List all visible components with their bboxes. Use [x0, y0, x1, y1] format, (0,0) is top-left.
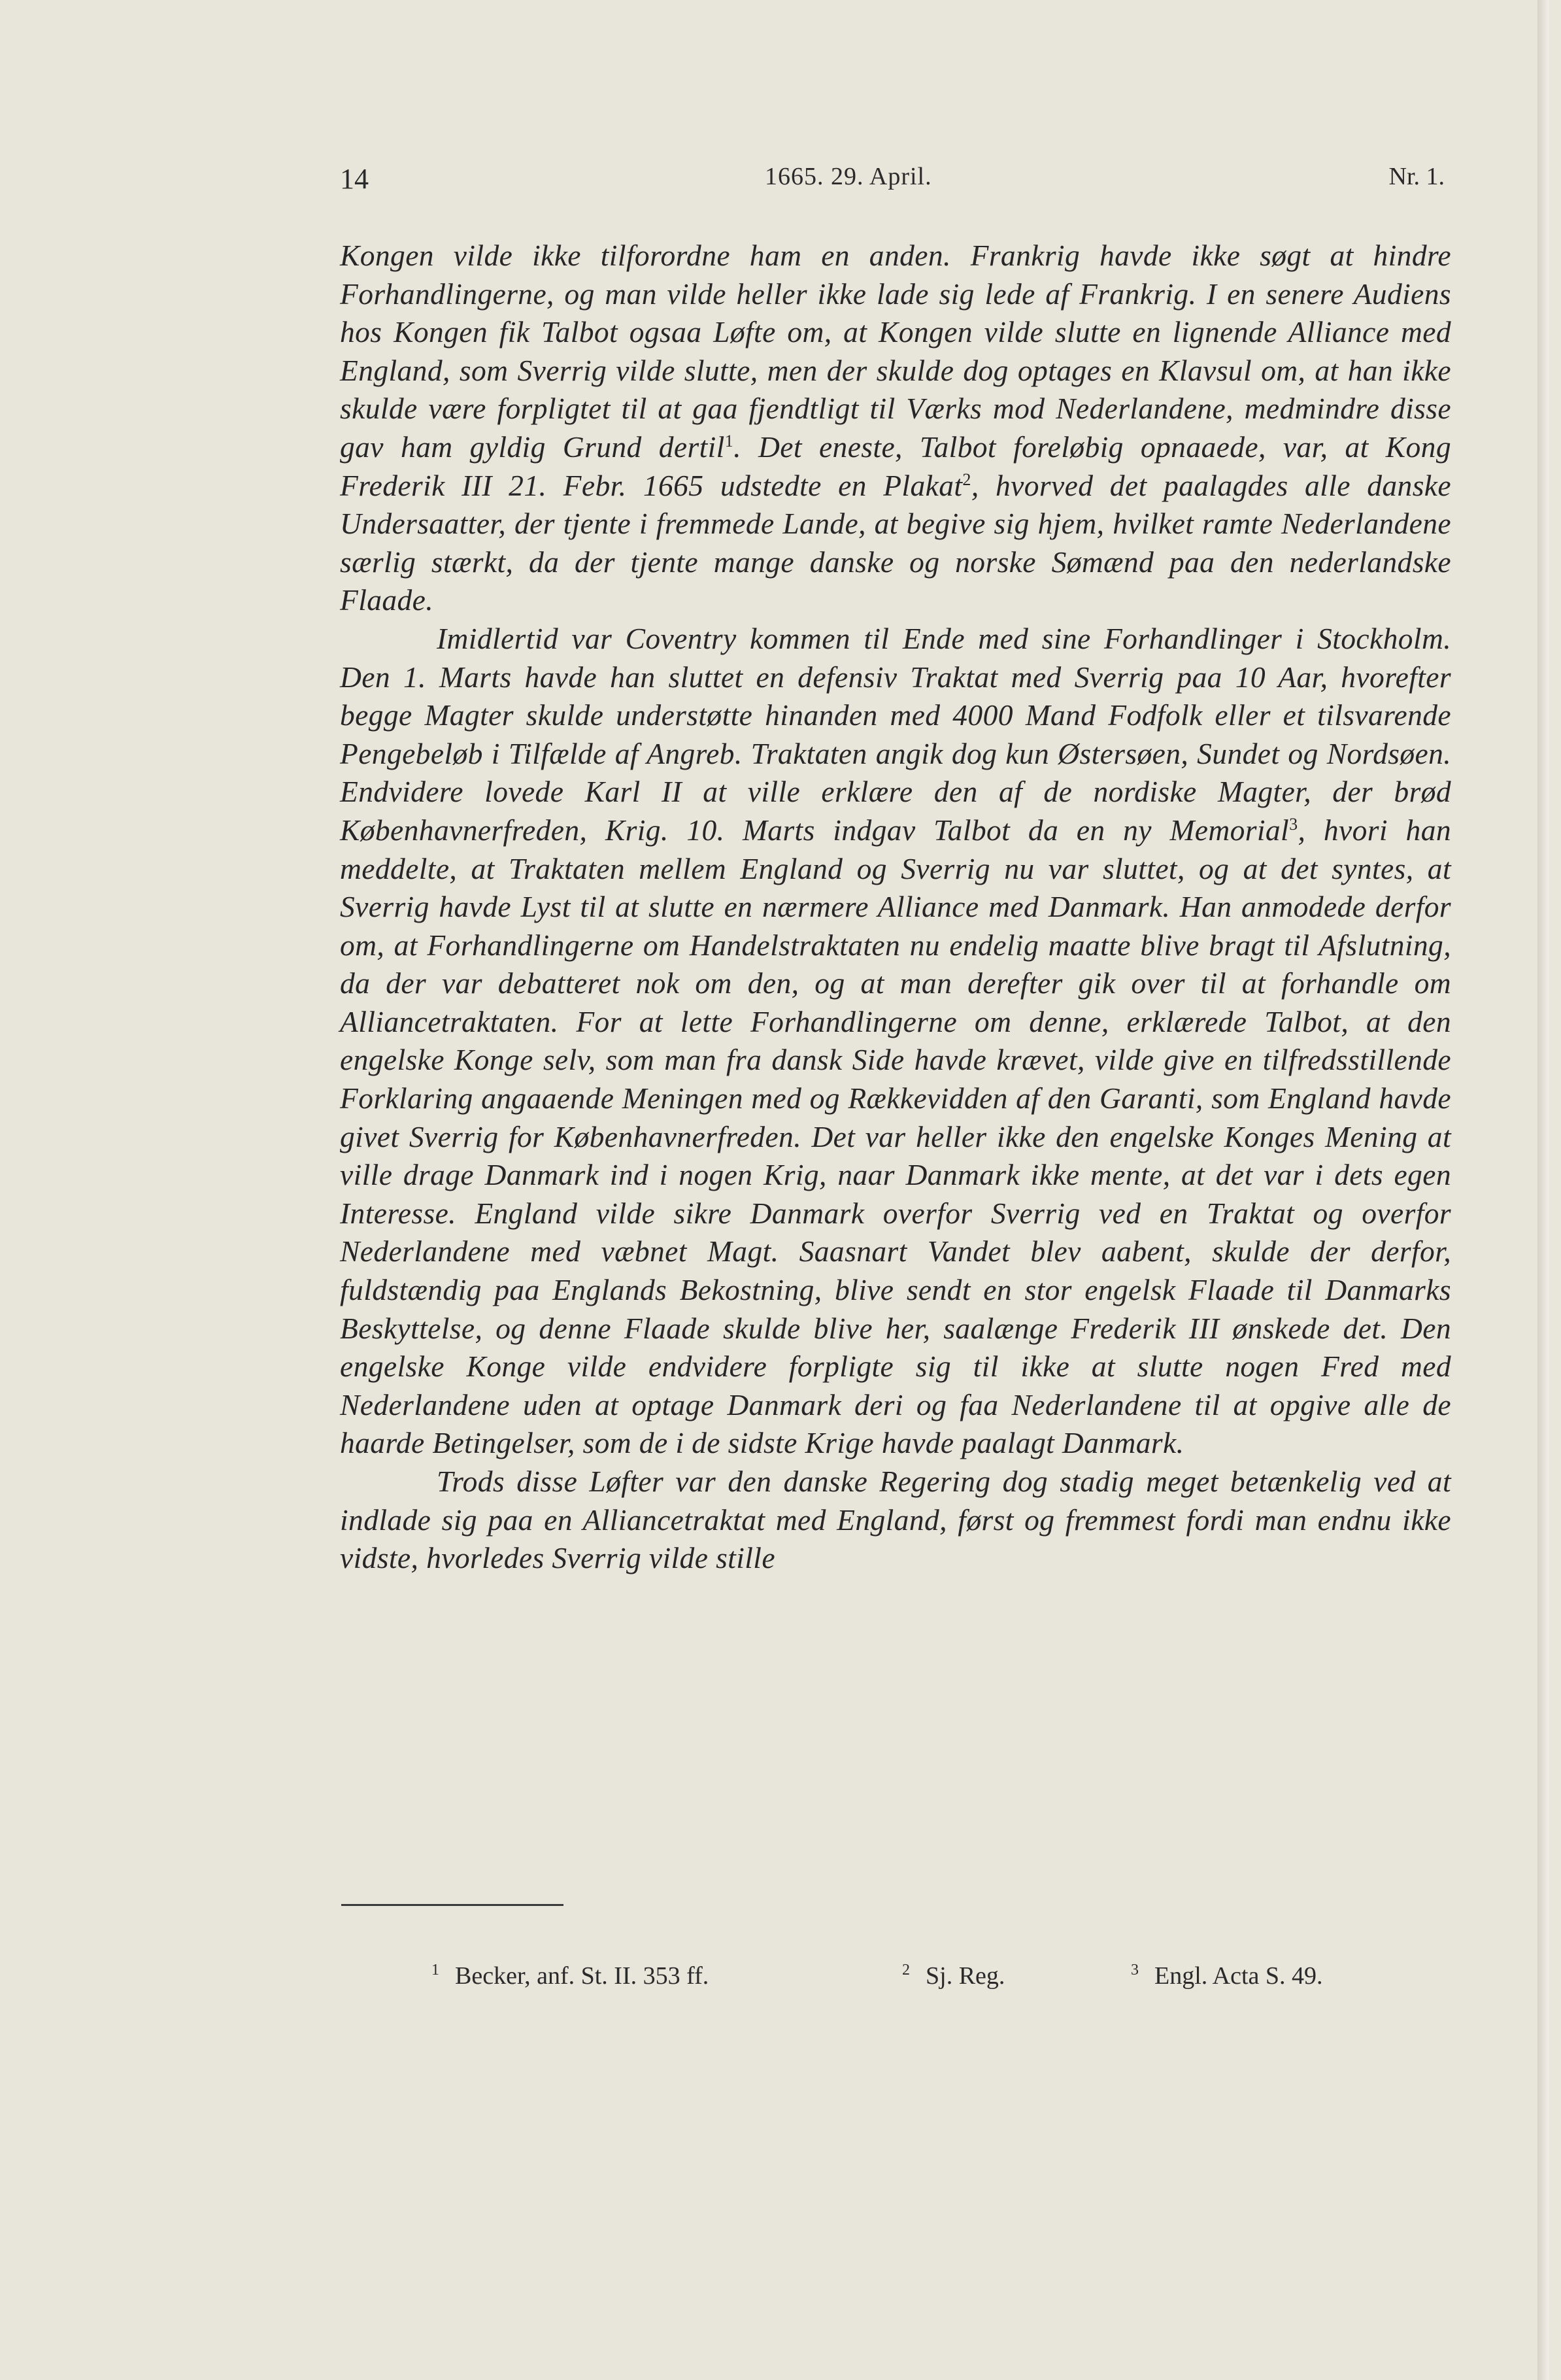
footnote: $^3$ Engl. Acta S. 49.	[1131, 1962, 1323, 1990]
footnote: $^2$ Sj. Reg.	[902, 1962, 1005, 1990]
footnotes	[431, 1962, 1451, 2001]
paragraph: Kongen vilde ikke tilforordne ham en anden. Frankrig havde ikke søgt at hindre Forhandlingerne, og man vilde heller ikke lade sig lede af Frankrig. I en senere Audiens hos Kongen fik Talbot ogsaa Løfte om, at Kongen vilde slutte en lignende Alliance med England, som Sverrig vilde slutte, men der skulde dog optages en Klavsul om, at han ikke skulde være forpligtet til at gaa fjendtligt til Værks mod Nederlandene, medmindre disse gav ham gyldig Grund dertil$^1$. Det eneste, Talbot foreløbig opnaaede, var, at Kong Frederik III 21. Febr. 1665 udstedte en Plakat$^2$, hvorved det paalagdes alle danske Undersaatter, der tjente i fremmede Lande, at begive sig hjem, hvilket ramte Nederlandene særlig stærkt, da der tjente mange danske og norske Sømænd paa den nederlandske Flaade.	[340, 239, 1451, 617]
header-document-number: Nr. 1.	[1388, 163, 1445, 190]
footnote-ref: 2	[962, 469, 971, 489]
footnote-ref: 3	[1289, 814, 1298, 834]
body-text	[340, 237, 1451, 1578]
footnote-divider	[341, 1904, 563, 1906]
page-number: 14	[340, 163, 369, 195]
running-header	[340, 162, 1445, 201]
footnote: $^1$ Becker, anf. St. II. 353 ff.	[431, 1962, 709, 1990]
page-edge	[1537, 0, 1549, 2380]
header-date: 1665. 29. April.	[765, 163, 932, 190]
paragraph: Imidlertid var Coventry kommen til Ende med sine Forhandlinger i Stockholm. Den 1. Marts havde han sluttet en defensiv Traktat med Sverrig paa 10 Aar, hvorefter begge Magter skulde understøtte hinanden med 4000 Mand Fodfolk eller et tilsvarende Pengebeløb i Tilfælde af Angreb. Traktaten angik dog kun Østersøen, Sundet og Nordsøen. Endvidere lovede Karl II at ville erklære den af de nordiske Magter, der brød Københavnerfreden, Krig. 10. Marts indgav Talbot da en ny Memorial$^3$, hvori han meddelte, at Traktaten mellem England og Sverrig nu var sluttet, og at det syntes, at Sverrig havde Lyst til at slutte en nærmere Alliance med Danmark. Han anmodede derfor om, at Forhandlingerne om Handelstraktaten nu endelig maatte blive bragt til Afslutning, da der var debatteret nok om den, og at man derefter gik over til at forhandle om Alliancetraktaten. For at lette Forhandlingerne om denne, erklærede Talbot, at den engelske Konge selv, som man fra dansk Side havde krævet, vilde give en tilfredsstillende Forklaring angaaende Meningen med og Rækkevidden af den Garanti, som England havde givet Sverrig for Københavnerfreden. Det var heller ikke den engelske Konges Mening at ville drage Danmark ind i nogen Krig, naar Danmark ikke mente, at det var i dets egen Interesse. England vilde sikre Danmark overfor Sverrig ved en Traktat og overfor Nederlandene med væbnet Magt. Saasnart Vandet blev aabent, skulde der derfor, fuldstændig paa Englands Bekostning, blive sendt en stor engelsk Flaade til Danmarks Beskyttelse, og denne Flaade skulde blive her, saalænge Frederik III ønskede det. Den engelske Konge vilde endvidere forpligte sig til ikke at slutte nogen Fred med Nederlandene uden at optage Danmark deri og faa Nederlandene til at opgive alle de haarde Betingelser, som de i de sidste Krige havde paalagt Danmark.	[340, 621, 1451, 1460]
paragraph: Trods disse Løfter var den danske Regering dog stadig meget betænkelig ved at indlade sig paa en Alliancetraktat med England, først og fremmest fordi man endnu ikke vidste, hvorledes Sverrig vilde stille	[340, 1465, 1451, 1575]
footnote-ref: 1	[724, 431, 734, 450]
